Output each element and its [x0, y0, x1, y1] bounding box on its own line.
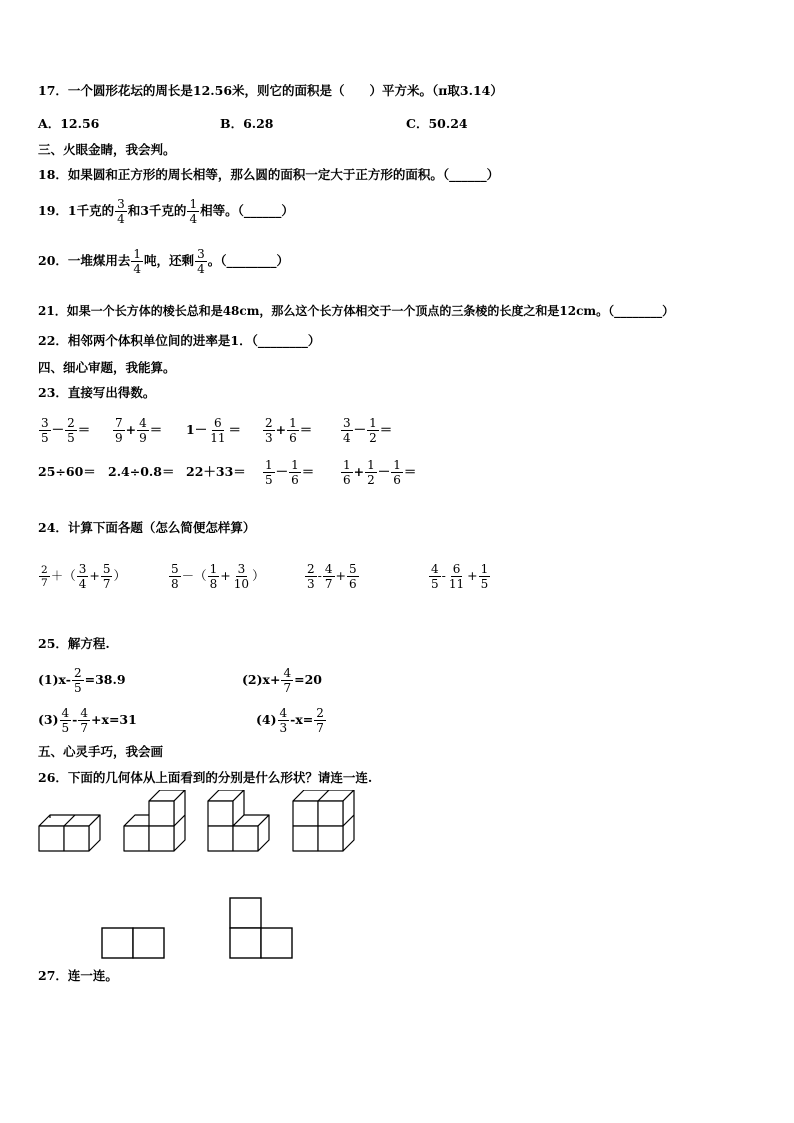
top-view-2	[230, 898, 292, 958]
q25-eq-1: (1)x- $\frac{2}{5}$ =38.9	[38, 666, 126, 695]
q24-expr-2: $\frac{5}{8}$ －（ $\frac{1}{8}$ + $\frac{3}{10}$ ）	[171, 562, 265, 591]
q25-eq-3: (3) $\frac{4}{5}$ - $\frac{4}{7}$ +x=31	[38, 706, 137, 735]
q23-item-2: $\frac{7}{9}$ + $\frac{4}{9}$ ＝	[115, 416, 163, 445]
solid-3	[208, 790, 269, 851]
fraction-1-4: $\frac{1}{4}$	[189, 197, 198, 226]
q20-middle: 吨，还剩	[144, 253, 195, 268]
q23-item-1: $\frac{3}{5}$ － $\frac{2}{5}$ ＝	[41, 416, 91, 445]
section-4-heading: 四、细心审题，我能算。	[38, 360, 176, 375]
q17-text: 17．一个圆形花坛的周长是12.56米，则它的面积是（ ）平方米。（π取3.14）	[38, 83, 503, 98]
q23-item-9: $\frac{1}{5}$ － $\frac{1}{6}$ ＝	[265, 458, 315, 487]
q20-prefix: 20．一堆煤用去	[38, 253, 131, 268]
q18-text: 18．如果圆和正方形的周长相等，那么圆的面积一定大于正方形的面积。（______）	[38, 167, 500, 182]
q17-option-b: B．6.28	[220, 116, 274, 131]
fraction-3-4: $\frac{3}{4}$	[117, 197, 125, 226]
q24-expr-1: $\frac{2}{7}$ ＋（ $\frac{3}{4}$ + $\frac{5}{7}$ ）	[41, 562, 126, 591]
q25-eq-4: (4) $\frac{4}{3}$ -x= $\frac{2}{7}$	[256, 706, 324, 735]
q20-suffix: 。（________）	[207, 253, 289, 268]
fraction-3-4: $\frac{3}{4}$	[197, 247, 205, 276]
q19-suffix: 相等。（______）	[200, 203, 294, 218]
q24-expr-4: $\frac{4}{5}$ - $\frac{6}{11}$ + $\frac{1}{5}$	[431, 562, 489, 591]
q23-item-8: 22＋33＝	[186, 464, 246, 479]
q27-text: 27．连一连。	[38, 968, 118, 983]
q20-line	[38, 246, 289, 276]
q25-title: 25．解方程.	[38, 636, 110, 651]
fraction-1-4: $\frac{1}{4}$	[133, 247, 142, 276]
top-view-1	[102, 928, 164, 958]
q17-option-c: C．50.24	[406, 116, 468, 131]
q23-item-10: $\frac{1}{6}$ + $\frac{1}{2}$ － $\frac{1}{6}$ ＝	[343, 458, 417, 487]
q17-option-a: A．12.56	[38, 116, 100, 131]
q23-item-6: 25÷60＝	[38, 464, 96, 479]
q23-title: 23．直接写出得数。	[38, 385, 156, 400]
q25-eq-2: (2)x+ $\frac{4}{7}$ =20	[242, 666, 322, 695]
q26-text: 26．下面的几何体从上面看到的分别是什么形状？请连一连.	[38, 770, 373, 785]
q26-top-views	[100, 896, 300, 960]
q24-title: 24．计算下面各题（怎么简便怎样算）	[38, 520, 256, 535]
q21-text: 21．如果一个长方体的棱长总和是48cm，那么这个长方体相交于一个顶点的三条棱的长度之和是12cm。（________）	[38, 304, 675, 318]
q22-text: 22．相邻两个体积单位间的进率是1．（________）	[38, 333, 321, 348]
solid-1	[39, 815, 100, 851]
q19-prefix: 19．1千克的	[38, 203, 115, 218]
section-5-heading: 五、心灵手巧，我会画	[38, 744, 164, 759]
q19-middle: 和3千克的	[127, 203, 187, 218]
q24-expr-3: $\frac{2}{3}$ - $\frac{4}{7}$ + $\frac{5}{6}$	[307, 562, 357, 591]
q26-solids-figure	[36, 790, 356, 856]
q23-item-4: $\frac{2}{3}$ + $\frac{1}{6}$ ＝	[265, 416, 313, 445]
q19-line	[38, 196, 294, 226]
q23-item-3: 1－ $\frac{6}{11}$ ＝	[186, 416, 241, 445]
solid-4	[293, 790, 354, 851]
section-3-heading: 三、火眼金睛，我会判。	[38, 142, 176, 157]
q23-item-7: 2.4÷0.8＝	[108, 464, 175, 479]
solid-2	[124, 790, 185, 851]
q23-item-5: $\frac{3}{4}$ － $\frac{1}{2}$ ＝	[343, 416, 393, 445]
